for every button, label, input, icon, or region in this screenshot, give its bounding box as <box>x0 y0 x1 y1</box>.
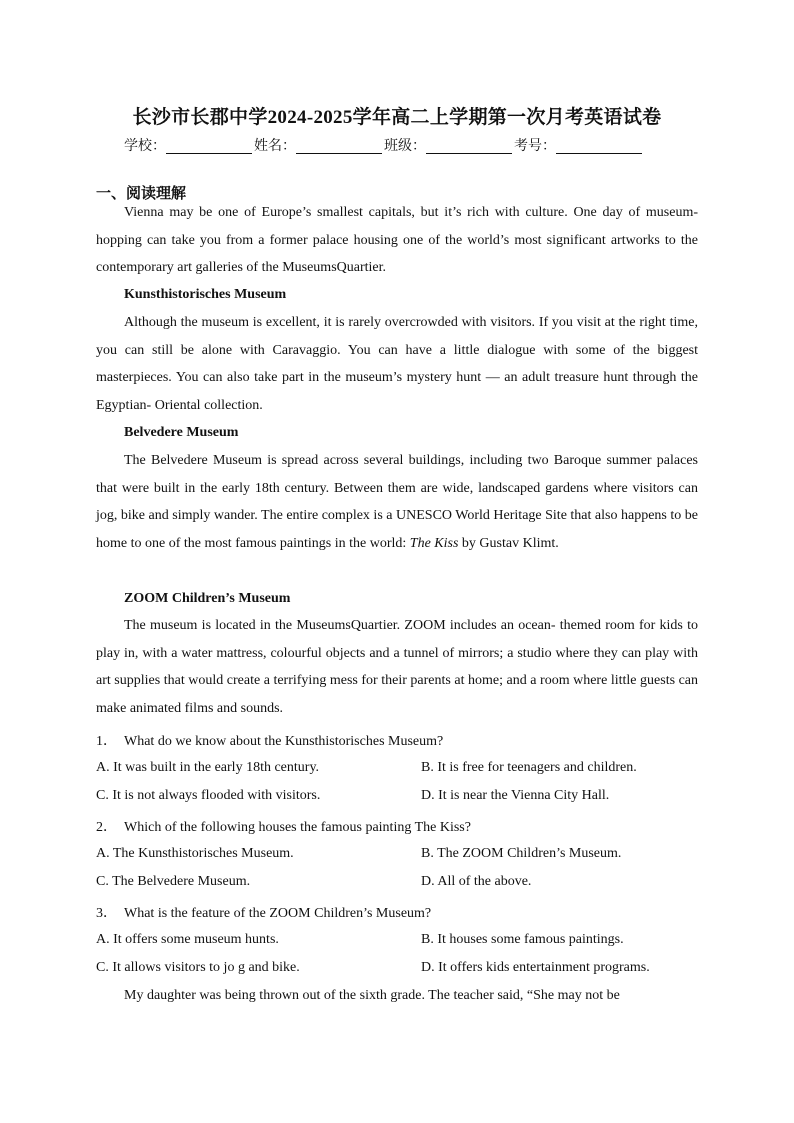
question-3 <box>96 902 431 922</box>
option-2b[interactable]: B. The ZOOM Children’s Museum. <box>421 846 622 861</box>
question-number: 2． <box>96 820 117 835</box>
museum3-heading: ZOOM Children’s Museum <box>124 591 291 606</box>
question-number: 1． <box>96 734 117 749</box>
option-3d[interactable]: D. It offers kids entertainment programs. <box>421 960 650 975</box>
exam-number-blank[interactable] <box>556 137 642 154</box>
next-passage-start: My daughter was being thrown out of the sixth grade. The teacher said, “She may not be <box>124 988 620 1003</box>
exam-number-label: 考号： <box>514 138 556 154</box>
exam-title: 长沙市长郡中学2024-2025学年高二上学期第一次月考英语试卷 <box>132 107 662 128</box>
student-info-line <box>124 135 644 155</box>
class-label: 班级： <box>384 138 426 154</box>
name-blank[interactable] <box>296 137 382 154</box>
museum2-text-b: by Gustav Klimt. <box>458 535 559 551</box>
option-1a[interactable]: A. It was built in the early 18th century. <box>96 760 320 775</box>
museum1-heading: Kunsthistorisches Museum <box>124 287 287 302</box>
question-number: 3． <box>96 906 117 921</box>
name-label: 姓名： <box>254 138 296 154</box>
school-label: 学校： <box>124 138 166 154</box>
painting-title: The Kiss <box>409 535 459 551</box>
option-1c[interactable]: C. It is not always flooded with visitors. <box>96 788 321 803</box>
passage-intro: Vienna may be one of Europe’s smallest capitals, but it’s rich with culture. One day of museum- hopping can take you from a former palace housing one of the world’s most significant artworks to the contemporary art galleries of the MuseumsQuartier. <box>96 205 698 276</box>
option-2d[interactable]: D. All of the above. <box>421 874 532 889</box>
option-1b[interactable]: B. It is free for teenagers and children. <box>421 760 637 775</box>
museum2-heading: Belvedere Museum <box>124 425 239 440</box>
question-1 <box>96 730 443 750</box>
question-2 <box>96 816 471 836</box>
class-blank[interactable] <box>426 137 512 154</box>
school-blank[interactable] <box>166 137 252 154</box>
question-text: What is the feature of the ZOOM Children’s Museum? <box>124 906 432 921</box>
question-text: Which of the following houses the famous painting The Kiss? <box>124 820 471 835</box>
museum2-text-a: The Belvedere Museum is spread across several buildings, including two Baroque summer palaces that were built in the early 18th century. Between them are wide, landscaped gardens where visitors can jog, bike and simply wander. The entire complex is a UNESCO World Heritage Site that also happens to be home to one of the most famous paintings in the world: <box>96 453 698 551</box>
option-1d[interactable]: D. It is near the Vienna City Hall. <box>421 788 610 803</box>
option-3b[interactable]: B. It houses some famous paintings. <box>421 932 624 947</box>
museum1-text: Although the museum is excellent, it is rarely overcrowded with visitors. If you visit at the right time, you can still be alone with Caravaggio. You can have a little dialogue with some of the biggest masterpieces. You can also take part in the museum’s mystery hunt — an adult treasure hunt through the Egyptian- Oriental collection. <box>96 315 698 413</box>
option-2a[interactable]: A. The Kunsthistorisches Museum. <box>96 846 294 861</box>
question-text: What do we know about the Kunsthistorisches Museum? <box>124 734 444 749</box>
section-title: 一、阅读理解 <box>96 184 187 202</box>
option-2c[interactable]: C. The Belvedere Museum. <box>96 874 251 889</box>
option-3a[interactable]: A. It offers some museum hunts. <box>96 932 279 947</box>
museum3-text: The museum is located in the MuseumsQuartier. ZOOM includes an ocean- themed room for kids to play in, with a water mattress, colourful objects and a tunnel of mirrors; a studio where they can play with art supplies that would create a terrifying mess for their parents at home; and a room where little guests can make animated films and sounds. <box>96 618 698 716</box>
museum2-text <box>96 447 698 557</box>
option-3c[interactable]: C. It allows visitors to jo g and bike. <box>96 960 300 975</box>
